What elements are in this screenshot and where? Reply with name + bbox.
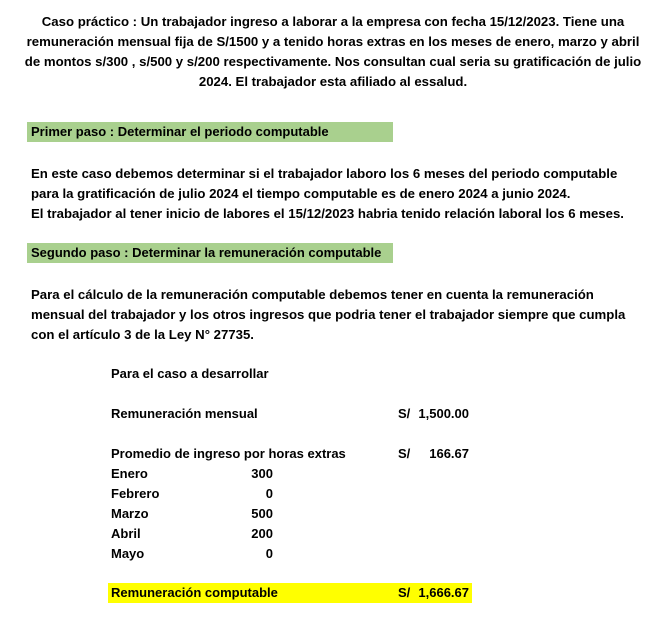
step1-line: para la gratificación de julio 2024 el tiempo computable es de enero 2024 a junio 2024. bbox=[31, 186, 571, 201]
step2-header: Segundo paso : Determinar la remuneración computable bbox=[27, 243, 393, 263]
step2-line: mensual del trabajador y los otros ingresos que podria tener el trabajador siempre que cumpla bbox=[31, 307, 626, 322]
case-label: Para el caso a desarrollar bbox=[111, 366, 269, 381]
step1-line: El trabajador al tener inicio de labores el 15/12/2023 habria tenido relación laboral los 6 meses. bbox=[31, 206, 624, 221]
month-row bbox=[111, 504, 273, 524]
step2-line: con el artículo 3 de la Ley N° 27735. bbox=[31, 327, 254, 342]
total-value: 1,666.67 bbox=[418, 585, 469, 600]
monthly-label: Remuneración mensual bbox=[111, 406, 258, 421]
step2-paragraph bbox=[31, 285, 625, 345]
month-row bbox=[111, 484, 273, 504]
monthly-value: 1,500.00 bbox=[418, 406, 469, 421]
month-name: Marzo bbox=[111, 506, 149, 521]
month-amount: 200 bbox=[251, 526, 273, 541]
month-row bbox=[111, 464, 273, 484]
step1-line: En este caso debemos determinar si el trabajador laboro los 6 meses del periodo computable bbox=[31, 166, 618, 181]
month-name: Febrero bbox=[111, 486, 160, 501]
total-label: Remuneración computable bbox=[111, 585, 278, 600]
month-row bbox=[111, 544, 273, 564]
month-amount: 300 bbox=[251, 466, 273, 481]
overtime-value: 166.67 bbox=[429, 446, 469, 461]
month-amount: 0 bbox=[265, 546, 273, 561]
monthly-currency: S/ bbox=[398, 406, 411, 421]
overtime-label: Promedio de ingreso por horas extras bbox=[111, 446, 346, 461]
step1-paragraph bbox=[31, 164, 624, 224]
total-currency: S/ bbox=[398, 585, 411, 600]
case-statement: Caso práctico : Un trabajador ingreso a laborar a la empresa con fecha 15/12/2023. Tiene una remuneración mensual fija de S/1500 y a tenido horas extras en los meses de enero, marzo y abril de montos s/300 , s/500 y s/200 respectivamente. Nos consultan cual seria su gratificación de julio 2024. El trabajador esta afiliado al essalud. bbox=[24, 14, 642, 89]
step2-line: Para el cálculo de la remuneración computable debemos tener en cuenta la remuneración bbox=[31, 287, 594, 302]
month-name: Abril bbox=[111, 526, 141, 541]
month-amount: 500 bbox=[251, 506, 273, 521]
month-amount: 0 bbox=[265, 486, 273, 501]
overtime-currency: S/ bbox=[398, 446, 411, 461]
step1-header: Primer paso : Determinar el periodo computable bbox=[27, 122, 393, 142]
month-name: Enero bbox=[111, 466, 148, 481]
month-name: Mayo bbox=[111, 546, 145, 561]
month-row bbox=[111, 524, 273, 544]
months-table bbox=[111, 464, 273, 564]
